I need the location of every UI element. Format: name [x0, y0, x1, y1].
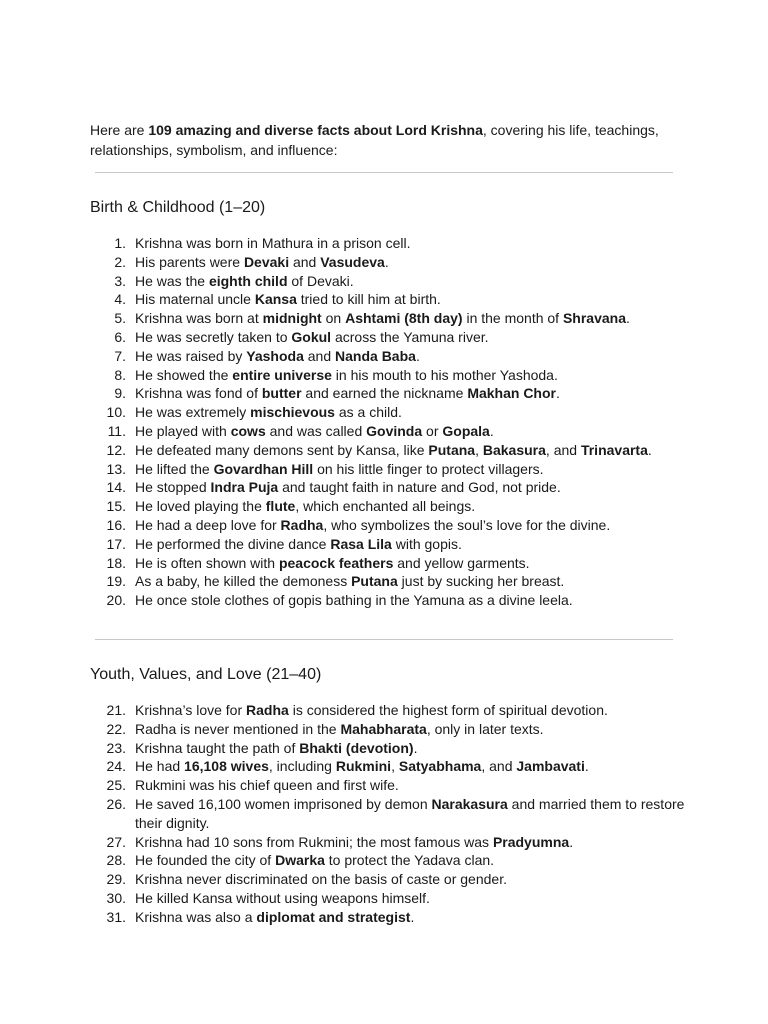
list-item — [100, 591, 690, 610]
list-item-bold-text: Rukmini — [335, 758, 392, 775]
list-item-bold-text: Indra Puja — [210, 479, 279, 496]
list-item-bold-text: Shravana — [562, 310, 627, 327]
list-item-number: 3. — [114, 272, 126, 289]
list-item-text: He loved playing the — [135, 498, 266, 515]
list-item-number: 27. — [106, 833, 126, 850]
list-item-number: 9. — [114, 385, 126, 402]
facts-list-youth-values-love — [100, 701, 690, 927]
list-item-text: . — [584, 758, 589, 775]
list-item-text: He stopped — [135, 479, 211, 496]
list-item-text: and — [289, 253, 321, 270]
list-item-bold-text: peacock feathers — [278, 554, 394, 571]
list-item-text: just by sucking her breast. — [397, 573, 565, 590]
list-item-text: He was secretly taken to — [135, 328, 292, 345]
list-item-text: He was the — [135, 272, 209, 289]
list-item-text: . — [489, 422, 494, 439]
list-item-text: He showed the — [135, 366, 233, 383]
list-item-bold-text: Bakasura — [482, 441, 546, 458]
list-item-bold-text: Satyabhama — [398, 758, 482, 775]
list-item-text: He founded the city of — [135, 852, 276, 869]
list-item-number: 20. — [106, 592, 126, 609]
list-item-number: 12. — [106, 441, 126, 458]
list-item-bold-text: mischievous — [250, 404, 335, 421]
list-item-number: 28. — [106, 852, 126, 869]
list-item-bold-text: 16,108 wives — [184, 758, 269, 775]
list-item-number: 2. — [114, 253, 126, 270]
list-item-text: across the Yamuna river. — [331, 328, 489, 345]
intro-text: Here are — [90, 122, 149, 138]
list-item — [100, 253, 690, 272]
list-item-text: and earned the nickname — [301, 385, 468, 402]
list-item-text: , including — [268, 758, 336, 775]
list-item-number: 1. — [114, 235, 126, 251]
list-item — [100, 908, 690, 927]
list-item — [100, 851, 690, 870]
list-item-text: , and — [481, 758, 517, 775]
list-item-text: Krishna was fond of — [135, 385, 262, 402]
list-item-text: He once stole clothes of gopis bathing in the Yamuna as a divine leela. — [135, 592, 573, 609]
list-item-bold-text: eighth child — [208, 272, 288, 289]
list-item-text: Krishna never discriminated on the basis of caste or gender. — [135, 871, 507, 888]
list-item-text: in the month of — [462, 310, 563, 327]
list-item-bold-text: Putana — [351, 573, 398, 590]
list-item-bold-text: entire universe — [232, 366, 332, 383]
list-item-text: He was raised by — [135, 347, 247, 364]
list-item-bold-text: Ashtami (8th day) — [345, 310, 463, 327]
list-item-bold-text: Radha — [246, 702, 289, 718]
list-item-text: as a child. — [334, 404, 402, 421]
list-item-number: 15. — [106, 498, 126, 515]
list-item-text: He saved 16,100 women imprisoned by demon — [135, 795, 432, 812]
list-item-number: 14. — [106, 479, 126, 496]
list-item-number: 4. — [114, 291, 126, 308]
list-item-bold-text: Jambavati — [516, 758, 585, 775]
list-item — [100, 290, 690, 309]
facts-list-birth-childhood — [100, 234, 690, 610]
list-item-text: He lifted the — [135, 460, 214, 477]
list-item-text: Radha is never mentioned in the — [135, 720, 341, 737]
list-item-number: 6. — [114, 328, 126, 345]
list-item-bold-text: Rasa Lila — [330, 535, 392, 552]
list-item — [100, 739, 690, 758]
list-item — [100, 795, 690, 833]
list-item-text: He played with — [135, 422, 231, 439]
list-item — [100, 234, 690, 253]
list-item — [100, 833, 690, 852]
list-item-number: 10. — [106, 404, 126, 421]
list-item-text: . — [384, 253, 389, 270]
list-item-bold-text: Mahabharata — [340, 720, 427, 737]
list-item-text: and — [303, 347, 336, 364]
list-item-text: He had a deep love for — [135, 516, 281, 533]
list-item — [100, 554, 690, 573]
list-item-text: . — [647, 441, 652, 458]
list-item-bold-text: Kansa — [254, 291, 297, 308]
list-item-text: As a baby, he killed the demoness — [135, 573, 352, 590]
list-item-text: tried to kill him at birth. — [296, 291, 441, 308]
list-item — [100, 366, 690, 385]
list-item-bold-text: butter — [261, 385, 302, 402]
list-item — [100, 460, 690, 479]
list-item-text: . — [626, 310, 630, 327]
list-item-bold-text: Narakasura — [431, 795, 508, 812]
list-item — [100, 516, 690, 535]
list-item-text: Krishna taught the path of — [135, 739, 300, 756]
list-item-text: and married them to restore their dignity. — [135, 795, 685, 831]
list-item-text: Krishna was born at — [135, 310, 263, 327]
section-heading-youth-values-love: Youth, Values, and Love (21–40) — [90, 666, 322, 683]
list-item-number: 18. — [106, 554, 126, 571]
list-item-bold-text: Vasudeva — [320, 253, 385, 270]
list-item — [100, 328, 690, 347]
list-item-text: He had — [135, 758, 185, 775]
list-item-text: and taught faith in nature and God, not pride. — [278, 479, 561, 496]
list-item — [100, 478, 690, 497]
list-item-text: . — [415, 347, 420, 364]
list-item-text: He was extremely — [135, 404, 251, 421]
list-item-text: . — [410, 908, 415, 925]
list-item-number: 29. — [106, 871, 126, 888]
list-item-text: Krishna was born in Mathura in a prison cell. — [135, 235, 411, 251]
list-item-text: in his mouth to his mother Yashoda. — [331, 366, 558, 383]
list-item — [100, 384, 690, 403]
list-item-bold-text: Pradyumna — [492, 833, 570, 850]
list-item-number: 17. — [106, 535, 126, 552]
list-item — [100, 889, 690, 908]
list-item-bold-text: Devaki — [243, 253, 290, 270]
list-item — [100, 776, 690, 795]
list-item — [100, 870, 690, 889]
list-item-text: and was called — [265, 422, 367, 439]
list-item-number: 31. — [106, 908, 126, 925]
list-item-text: His parents were — [135, 253, 244, 270]
list-item-number: 8. — [114, 366, 126, 383]
list-item-bold-text: Gopala — [442, 422, 490, 439]
list-item-number: 30. — [106, 889, 126, 906]
list-item — [100, 309, 690, 328]
list-item-bold-text: Gokul — [291, 328, 332, 345]
list-item-number: 24. — [106, 758, 126, 775]
list-item-number: 16. — [106, 516, 126, 533]
list-item-bold-text: Govardhan Hill — [213, 460, 314, 477]
list-item-text: Krishna was also a — [135, 908, 257, 925]
list-item — [100, 701, 690, 720]
list-item-text: He is often shown with — [135, 554, 279, 571]
list-item-bold-text: Makhan Chor — [467, 385, 556, 402]
list-item-text: with gopis. — [391, 535, 462, 552]
list-item-number: 13. — [106, 460, 126, 477]
list-item-text: . — [569, 833, 574, 850]
list-item-bold-text: flute — [265, 498, 296, 515]
list-item-text: , — [475, 441, 483, 458]
list-item-number: 26. — [106, 795, 126, 812]
list-item-number: 19. — [106, 573, 126, 590]
list-item-text: Rukmini was his chief queen and first wife. — [135, 777, 399, 794]
list-item-bold-text: Bhakti (devotion) — [299, 739, 414, 756]
list-item-text: He defeated many demons sent by Kansa, like — [135, 441, 429, 458]
list-item-bold-text: cows — [230, 422, 266, 439]
list-item-text: . — [556, 385, 560, 402]
list-item-bold-text: Trinavarta — [580, 441, 648, 458]
list-item — [100, 272, 690, 291]
list-item-text: on — [321, 310, 346, 327]
list-item-text: or — [422, 422, 443, 439]
list-item — [100, 757, 690, 776]
list-item-bold-text: Yashoda — [246, 347, 304, 364]
list-item — [100, 535, 690, 554]
list-item-number: 25. — [106, 777, 126, 794]
list-item-text: Krishna’s love for — [135, 702, 247, 718]
list-item-bold-text: diplomat and strategist — [256, 908, 411, 925]
list-item-number: 11. — [107, 422, 126, 439]
list-item — [100, 572, 690, 591]
list-item-number: 23. — [106, 739, 126, 756]
list-item-text: Krishna had 10 sons from Rukmini; the most famous was — [135, 833, 493, 850]
list-item-bold-text: Nanda Baba — [335, 347, 416, 364]
list-item-text: , which enchanted all beings. — [295, 498, 476, 515]
list-item-text: , who symbolizes the soul’s love for the divine. — [323, 516, 611, 533]
list-item-number: 22. — [106, 720, 126, 737]
list-item-text: He killed Kansa without using weapons himself. — [135, 889, 430, 906]
section-heading-birth-childhood: Birth & Childhood (1–20) — [90, 199, 266, 216]
intro-paragraph — [90, 121, 690, 160]
list-item-number: 7. — [114, 347, 126, 364]
list-item-bold-text: Putana — [428, 441, 476, 458]
list-item — [100, 422, 690, 441]
list-item-bold-text: midnight — [262, 310, 322, 327]
list-item-text: to protect the Yadava clan. — [324, 852, 495, 869]
list-item — [100, 441, 690, 460]
list-item-text: and yellow garments. — [393, 554, 530, 571]
list-item-number: 21. — [106, 702, 126, 718]
list-item-text: is considered the highest form of spiritual devotion. — [288, 702, 608, 718]
list-item-text: , only in later texts. — [426, 720, 544, 737]
list-item-text: His maternal uncle — [135, 291, 255, 308]
list-item — [100, 403, 690, 422]
list-item-text: of Devaki. — [287, 272, 354, 289]
list-item-bold-text: Dwarka — [275, 852, 325, 869]
list-item-text: He performed the divine dance — [135, 535, 331, 552]
list-item-text: . — [413, 739, 418, 756]
intro-bold-text: 109 amazing and diverse facts about Lord Krishna — [148, 122, 483, 138]
list-item-bold-text: Govinda — [366, 422, 423, 439]
list-item — [100, 720, 690, 739]
list-item-text: , — [391, 758, 399, 775]
list-item-text: , and — [545, 441, 581, 458]
list-item-number: 5. — [114, 310, 126, 327]
section-divider — [95, 172, 673, 173]
list-item — [100, 347, 690, 366]
section-divider — [95, 639, 673, 640]
intro-text: , covering his life, teachings, relationships, symbolism, and influence: — [90, 122, 659, 158]
list-item-bold-text: Radha — [280, 516, 324, 533]
list-item — [100, 497, 690, 516]
list-item-text: on his little finger to protect villagers. — [313, 460, 544, 477]
